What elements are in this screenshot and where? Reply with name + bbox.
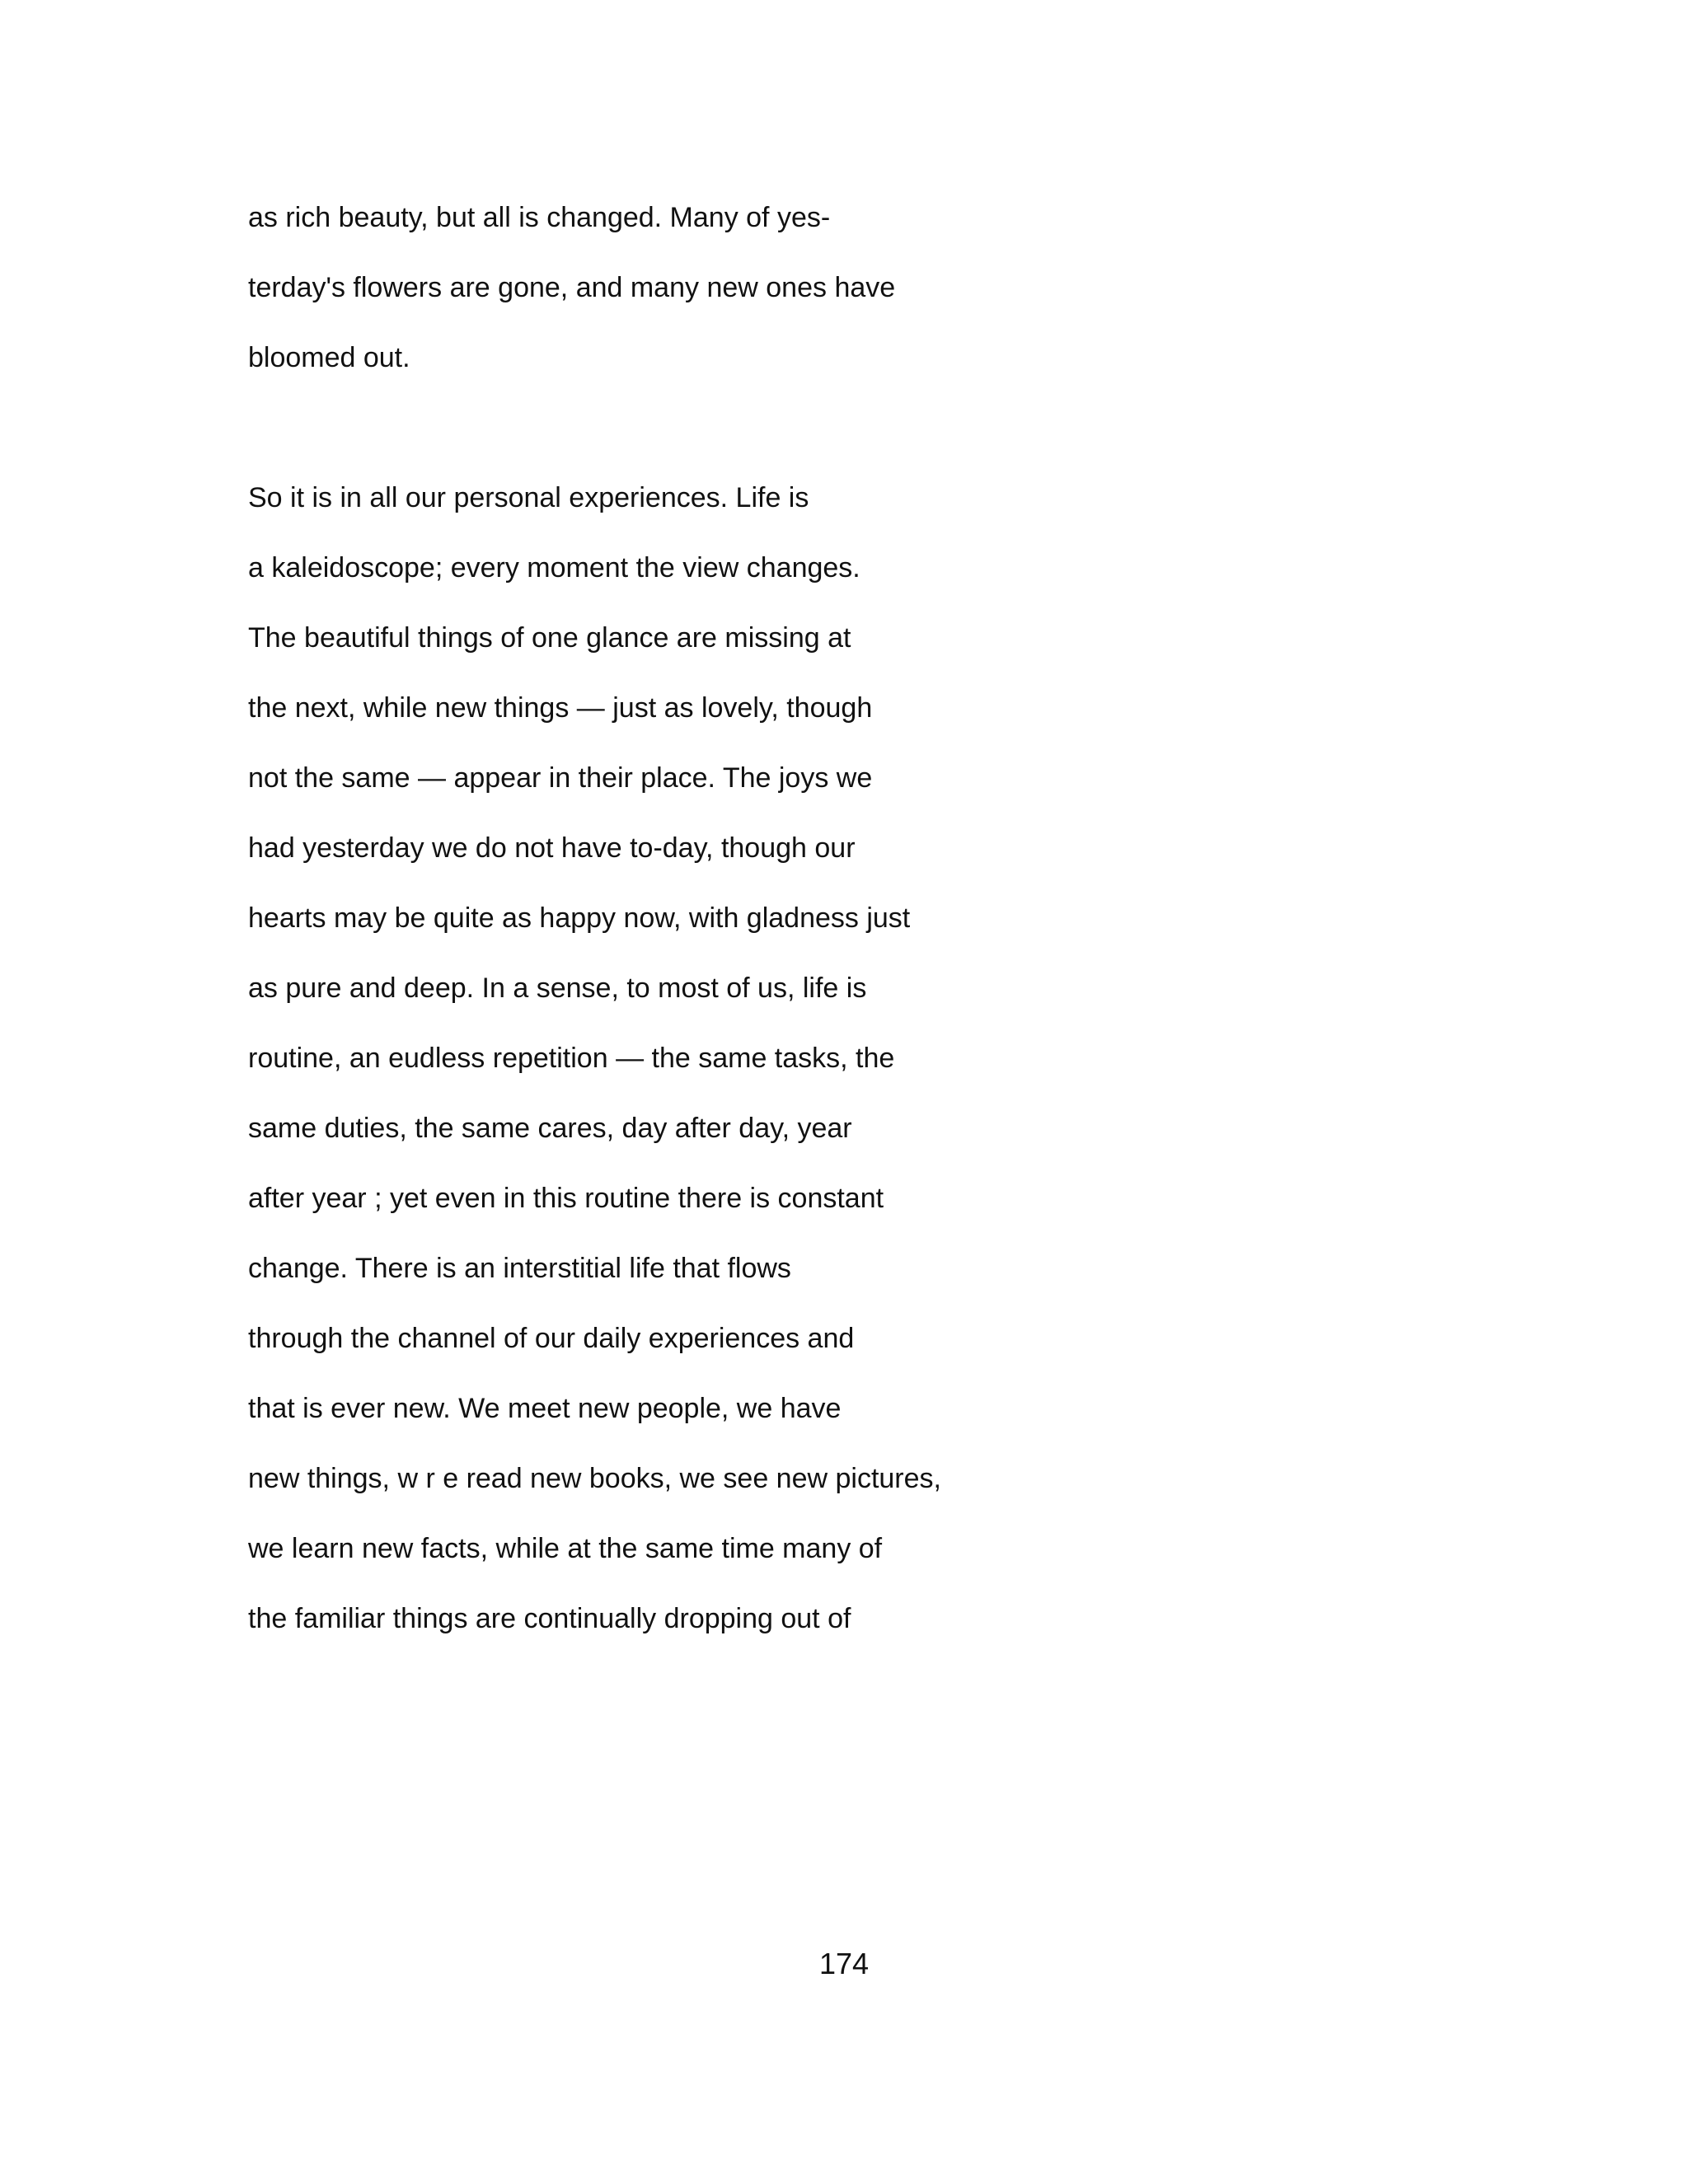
- text-line: we learn new facts, while at the same time many of: [248, 1533, 883, 1564]
- text-line: the next, while new things — just as lovely, though: [248, 692, 873, 724]
- text-line: same duties, the same cares, day after day, year: [248, 1113, 852, 1144]
- text-line: through the channel of our daily experiences and: [248, 1323, 855, 1354]
- text-line: as pure and deep. In a sense, to most of us, life is: [248, 972, 867, 1004]
- text-line: change. There is an interstitial life that flows: [248, 1253, 791, 1284]
- text-line: The beautiful things of one glance are missing at: [248, 622, 851, 654]
- text-line: as rich beauty, but all is changed. Many of yes-: [248, 202, 831, 233]
- paragraph-1: [248, 183, 1484, 393]
- text-line: not the same — appear in their place. The joys we: [248, 762, 873, 794]
- text-line: that is ever new. We meet new people, we have: [248, 1393, 842, 1424]
- text-line: bloomed out.: [248, 342, 410, 373]
- text-line: the familiar things are continually dropping out of: [248, 1603, 851, 1634]
- text-line: a kaleidoscope; every moment the view changes.: [248, 552, 860, 583]
- text-line: routine, an eudless repetition — the same tasks, the: [248, 1043, 895, 1074]
- text-line: had yesterday we do not have to-day, though our: [248, 832, 856, 864]
- text-line: terday's flowers are gone, and many new ones have: [248, 272, 896, 303]
- paragraph-2: [248, 463, 1484, 1654]
- text-line: So it is in all our personal experiences. Life is: [248, 482, 809, 513]
- text-line: hearts may be quite as happy now, with gladness just: [248, 902, 911, 934]
- text-line: after year ; yet even in this routine there is constant: [248, 1183, 884, 1214]
- page-number: 174: [818, 1947, 870, 1980]
- text-line: new things, w r e read new books, we see new pictures,: [248, 1463, 941, 1494]
